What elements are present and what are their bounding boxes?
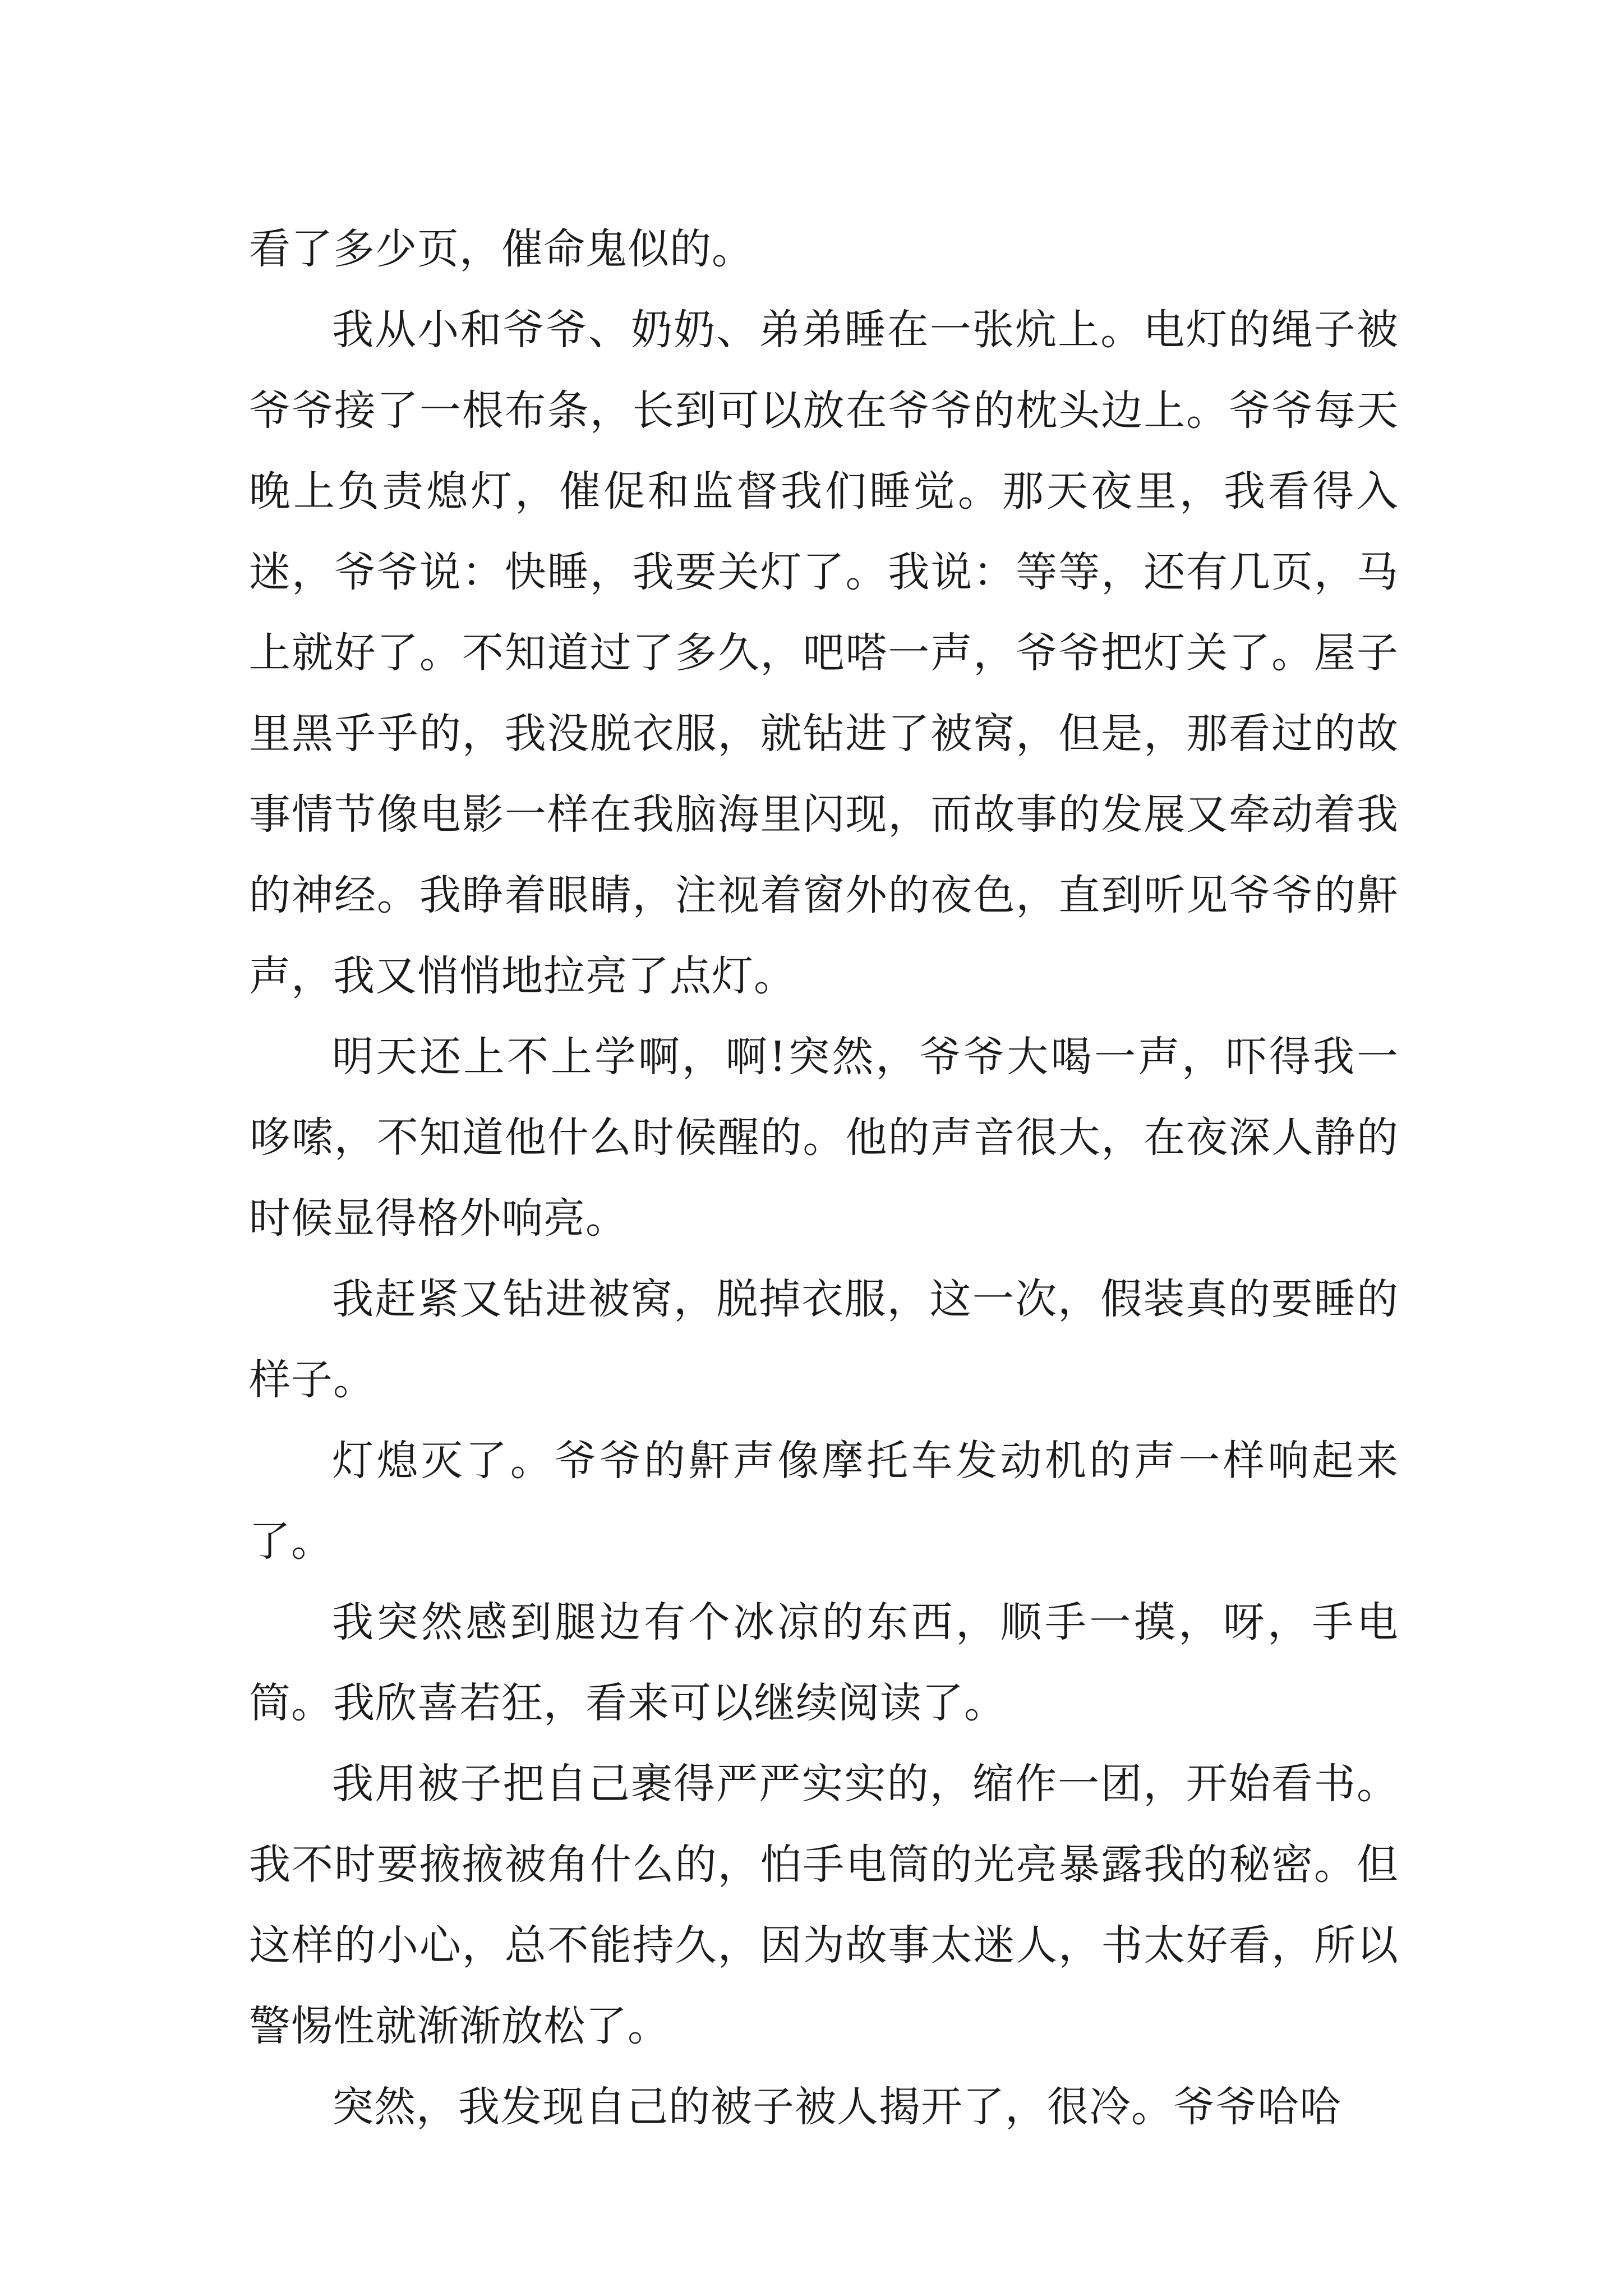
- paragraph-1: 看了多少页，催命鬼似的。: [249, 225, 754, 273]
- paragraph-2: 我从小和爷爷、奶奶、弟弟睡在一张炕上。电灯的绳子被爷爷接了一根布条，长到可以放在爷爷的枕头边上。爷爷每天晚上负责熄灯，催促和监督我们睡觉。那天夜里，我看得入迷，爷爷说：快睡，我要关灯了。我说：等等，还有几页，马上就好了。不知道过了多久，吧嗒一声，爷爷把灯关了。屋子里黑乎乎的，我没脱衣服，就钻进了被窝，但是，那看过的故事情节像电影一样在我脑海里闪现，而故事的发展又牵动着我的神经。我睁着眼睛，注视着窗外的夜色，直到听见爷爷的鼾声，我又悄悄地拉亮了点灯。: [249, 306, 1399, 1000]
- paragraph-3: 明天还上不上学啊，啊!突然，爷爷大喝一声，吓得我一哆嗦，不知道他什么时候醒的。他的声音很大，在夜深人静的时候显得格外响亮。: [249, 1033, 1399, 1243]
- paragraph-6: 我突然感到腿边有个冰凉的东西，顺手一摸，呀，手电筒。我欣喜若狂，看来可以继续阅读了。: [249, 1598, 1399, 1727]
- paragraph-8: 突然，我发现自己的被子被人揭开了，很冷。爷爷哈哈: [332, 2083, 1341, 2131]
- paragraph-7: 我用被子把自己裹得严严实实的，缩作一团，开始看书。我不时要掖掖被角什么的，怕手电筒的光亮暴露我的秘密。但这样的小心，总不能持久，因为故事太迷人，书太好看，所以警惕性就渐渐放松了。: [249, 1760, 1399, 2050]
- body-text: [249, 209, 1399, 2147]
- paragraph-4: 我赶紧又钻进被窝，脱掉衣服，这一次，假装真的要睡的样子。: [249, 1275, 1399, 1404]
- paragraph-5: 灯熄灭了。爷爷的鼾声像摩托车发动机的声一样响起来了。: [249, 1437, 1399, 1566]
